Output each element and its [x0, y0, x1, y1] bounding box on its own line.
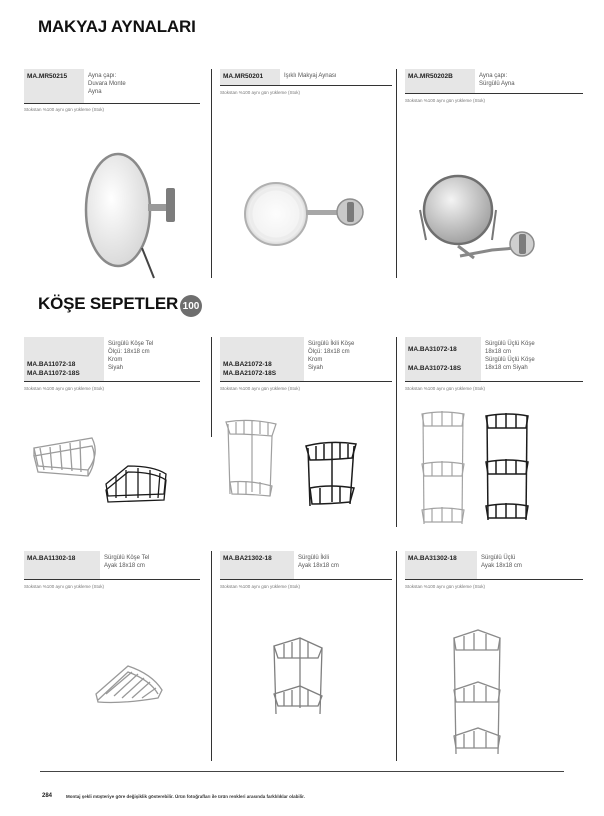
rule	[220, 381, 392, 382]
product-card-mr50202b	[405, 69, 583, 109]
stock-note: Stokstan %100 aynı gün yükleme (Stok)	[220, 90, 301, 95]
product-card-mr50201	[220, 69, 392, 109]
desc-line: Ölçü: 18x18 cm	[308, 349, 350, 355]
divider	[211, 337, 212, 437]
divider	[396, 69, 397, 278]
desc-line: Sürgülü Ayna	[479, 81, 515, 87]
guarantee-badge: 100	[180, 295, 202, 317]
desc-line: Ayak 18x18 cm	[104, 563, 145, 569]
desc-line: Krom	[108, 357, 123, 363]
rule	[220, 85, 392, 86]
desc-line: Sürgülü İkili Köşe	[308, 341, 355, 347]
extendable-mirror-image	[414, 174, 544, 268]
desc-line: Ayna çapı:	[88, 73, 117, 79]
product-desc	[475, 69, 583, 88]
product-code-text: MA.BA21302-18	[223, 555, 272, 562]
double-corner-basket-image	[220, 416, 370, 520]
product-code-text: MA.BA21072-18S	[223, 370, 277, 377]
product-desc	[304, 337, 392, 372]
product-desc	[100, 551, 200, 570]
product-card-ba11302	[24, 551, 200, 591]
divider	[396, 337, 397, 527]
divider	[211, 551, 212, 761]
product-card-ba11072	[24, 337, 200, 397]
desc-line: Duvara Monte	[88, 81, 126, 87]
footer-disclaimer: Montaj şekli müşteriye göre değişiklik gösterebilir. Ürün fotoğrafları ile ürün renkleri arasında farklılıklar olabilir.	[66, 794, 305, 799]
double-corner-basket-with-feet-image	[270, 636, 326, 716]
divider	[396, 551, 397, 761]
stock-note: Stokstan %100 aynı gün yükleme (Stok)	[24, 107, 105, 112]
desc-line: Sürgülü Üçlü	[481, 555, 516, 561]
rule	[24, 103, 200, 104]
lighted-mirror-image	[244, 174, 370, 254]
desc-line: 18x18 cm Siyah	[485, 365, 528, 371]
divider	[211, 69, 212, 278]
rule	[24, 579, 200, 580]
rule	[405, 579, 583, 580]
product-code	[405, 337, 481, 381]
product-code	[220, 551, 294, 579]
stock-note: Stokstan %100 aynı gün yükleme (Stok)	[24, 386, 105, 391]
desc-line: Sürgülü İkili	[298, 555, 330, 561]
product-code-text: MA.BA31072-18	[408, 346, 457, 353]
product-code-text: MA.MR50201	[223, 73, 264, 80]
product-card-ba31072	[405, 337, 583, 397]
product-code-text: MA.BA11072-18	[27, 361, 76, 368]
product-code-text: MA.BA31072-18S	[408, 365, 462, 372]
product-code-text: MA.MR50202B	[408, 73, 453, 80]
product-card-ba21072	[220, 337, 392, 397]
desc-line: Ayak 18x18 cm	[481, 563, 522, 569]
desc-line: Sürgülü Üçlü Köşe	[485, 341, 535, 347]
desc-line: Ayak 18x18 cm	[298, 563, 339, 569]
triple-corner-basket-image	[412, 406, 538, 532]
product-card-mr50215	[24, 69, 200, 112]
desc-line: Ayna çapı:	[479, 73, 508, 79]
product-desc	[294, 551, 392, 570]
product-desc	[280, 69, 392, 80]
desc-line: Siyah	[308, 365, 324, 371]
page-number: 284	[42, 793, 53, 799]
product-desc	[481, 337, 583, 372]
product-code-text: MA.BA11302-18	[27, 555, 76, 562]
product-code	[24, 337, 104, 381]
desc-line: Sürgülü Köşe Tel	[108, 341, 154, 347]
product-code	[24, 69, 84, 103]
rule	[24, 381, 200, 382]
desc-line: Sürgülü Köşe Tel	[104, 555, 150, 561]
rule	[220, 579, 392, 580]
heading-mirrors: MAKYAJ AYNALARI	[38, 17, 196, 36]
triple-corner-basket-with-feet-image	[450, 628, 504, 756]
rule	[405, 381, 583, 382]
desc-line: Sürgülü Üçlü Köşe	[485, 357, 535, 363]
product-code-text: MA.BA11072-18S	[27, 370, 80, 377]
product-code	[220, 69, 280, 85]
product-desc	[104, 337, 200, 372]
corner-basket-chrome-black-image	[30, 430, 180, 504]
desc-line: Siyah	[108, 365, 124, 371]
product-code-text: MA.MR50215	[27, 73, 68, 80]
heading-baskets: KÖŞE SEPETLER	[38, 294, 179, 313]
desc-line: Işıklı Makyaj Aynası	[284, 73, 337, 79]
product-code-text: MA.BA31302-18	[408, 555, 457, 562]
product-code	[405, 69, 475, 93]
product-desc	[477, 551, 583, 570]
stock-note: Stokstan %100 aynı gün yükleme (Stok)	[24, 584, 105, 589]
stock-note: Stokstan %100 aynı gün yükleme (Stok)	[220, 386, 301, 391]
desc-line: Ayna	[88, 89, 102, 95]
stock-note: Stokstan %100 aynı gün yükleme (Stok)	[405, 98, 486, 103]
product-card-ba31302	[405, 551, 583, 591]
footer-rule	[40, 771, 564, 772]
desc-line: 18x18 cm	[485, 349, 512, 355]
desc-line: Ölçü: 18x18 cm	[108, 349, 150, 355]
product-code	[24, 551, 100, 579]
wall-mirror-image	[80, 148, 180, 280]
desc-line: Krom	[308, 357, 323, 363]
product-code	[220, 337, 304, 381]
product-code-text: MA.BA21072-18	[223, 361, 272, 368]
corner-basket-with-feet-image	[92, 660, 166, 706]
stock-note: Stokstan %100 aynı gün yükleme (Stok)	[220, 584, 301, 589]
stock-note: Stokstan %100 aynı gün yükleme (Stok)	[405, 386, 486, 391]
product-desc	[84, 69, 200, 96]
product-code	[405, 551, 477, 579]
product-card-ba21302	[220, 551, 392, 591]
rule	[405, 93, 583, 94]
stock-note: Stokstan %100 aynı gün yükleme (Stok)	[405, 584, 486, 589]
